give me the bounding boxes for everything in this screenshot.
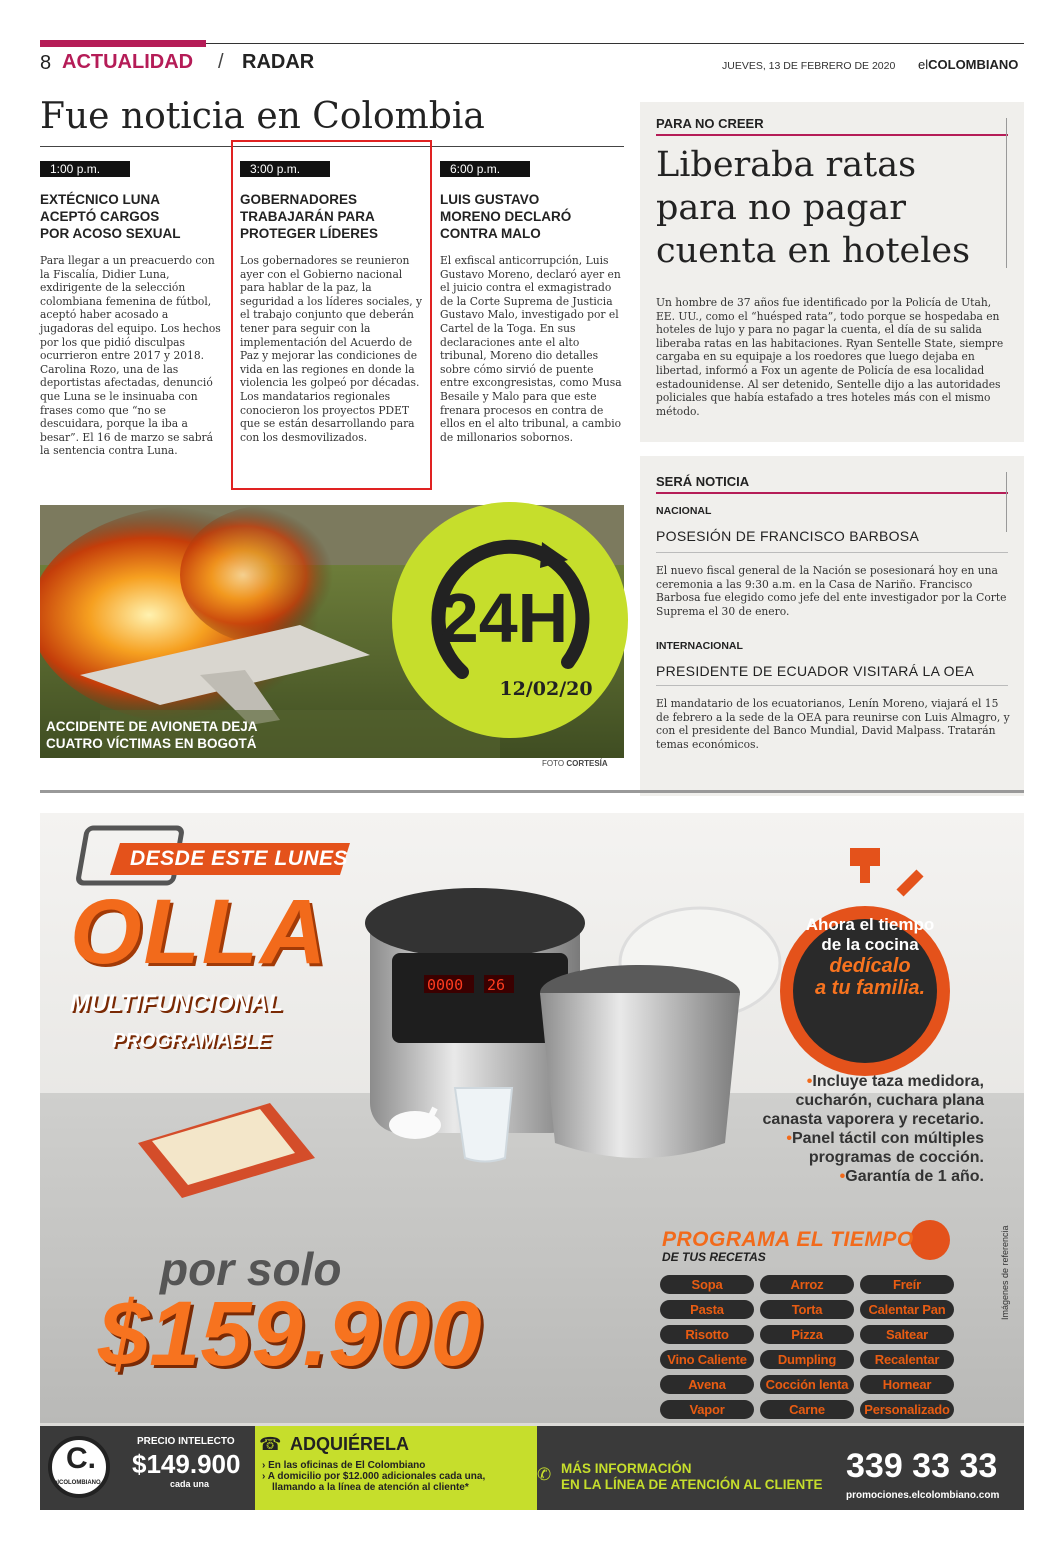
include-line [756, 1091, 984, 1110]
badge-date: 12/02/20 [499, 678, 593, 700]
program-pill: Recalentar [860, 1350, 954, 1369]
story-body: El exfiscal anticorrupción, Luis Gustavo Moreno, declaró ayer en el juicio contra el exmagistrado de la Corte Suprema de Justicia Gustavo Malo, investigado por el Cartel de la Toga. En sus declaraciones ante el alto tribunal, Moreno dio detalles sobre cómo sirvió de puente entre excongresistas, como Musa Besaile y Malo para que este frenara procesos en contra de ellos en el alto tribunal, a cambio de millonarios sobornos. [440, 254, 622, 444]
ad-desde-label: DESDE ESTE LUNES [130, 847, 349, 870]
panel-rule [656, 492, 1008, 494]
story-title-line: EXTÉCNICO LUNA [40, 192, 161, 207]
item-kicker: NACIONAL [656, 505, 712, 517]
story-title [440, 191, 624, 242]
program-pill: Pizza [760, 1325, 854, 1344]
program-pill: Arroz [760, 1275, 854, 1294]
ad-product-name: OLLA [70, 881, 329, 983]
bullet: • [806, 1073, 813, 1090]
credit-prefix: FOTO [542, 759, 565, 768]
program-subtitle: DE TUS RECETAS [662, 1250, 766, 1264]
adquierela-lines [262, 1460, 485, 1493]
timeline-column-3 [440, 158, 624, 444]
phone-icon: ☎ [259, 1434, 282, 1455]
panel-vertical-rule [1006, 472, 1007, 532]
story-title-line: POR ACOSO SEXUAL [40, 226, 181, 241]
time-label: 1:00 p.m. [40, 161, 130, 177]
clock-line: Ahora el tiempo [805, 915, 935, 934]
program-pill: Freír [860, 1275, 954, 1294]
story-title-line: PROTEGER LÍDERES [240, 226, 379, 241]
include-line [756, 1167, 984, 1186]
panel-label: SERÁ NOTICIA [656, 474, 750, 489]
bullet: • [839, 1168, 846, 1185]
section-name: ACTUALIDAD [62, 51, 194, 73]
clock-accent-line: dedícalo [829, 955, 911, 977]
panel-label: PARA NO CREER [656, 116, 764, 131]
info-phone-icon: ✆ [537, 1465, 552, 1485]
program-pill: Pasta [660, 1300, 754, 1319]
24h-clock-icon [392, 502, 628, 738]
story-body: Los gobernadores se reunieron ayer con el Gobierno nacional para hablar de la paz, la seguridad a los líderes sociales, y el trabajo conjunto que deberán tener para seguir con la implementación del Acuerdo de Paz y mejorar las condiciones de vida en las regiones en donde la violencia les golpeó por décadas. Los mandatarios regionales conocieron los proyectos PDET que se están desarrollando para con los desmovilizados. [240, 254, 423, 444]
program-pill: Risotto [660, 1325, 754, 1344]
timeline-column-1 [40, 158, 224, 458]
program-pill: Personalizado [860, 1400, 954, 1419]
story-title-line: LUIS GUSTAVO [440, 192, 540, 207]
include-text: programas de cocción. [808, 1149, 984, 1166]
page-number: 8 [40, 52, 52, 74]
issue-date: JUEVES, 13 DE FEBRERO DE 2020 [722, 60, 896, 72]
ad-product-sub2: PROGRAMABLE [112, 1030, 271, 1052]
item-rule [656, 685, 1008, 686]
story-title-line: ACEPTÓ CARGOS [40, 209, 160, 224]
program-pill: Cocción lenta [760, 1375, 854, 1394]
story-title-line: TRABAJARÁN PARA [240, 209, 375, 224]
program-pill: Vapor [660, 1400, 754, 1419]
program-pill: Saltear [860, 1325, 954, 1344]
info-line: MÁS INFORMACIÓN [561, 1461, 692, 1476]
program-pill: Sopa [660, 1275, 754, 1294]
time-label: 3:00 p.m. [240, 161, 330, 177]
include-line [756, 1072, 984, 1091]
intelecto-label: PRECIO INTELECTO [137, 1436, 235, 1447]
adquierela-title: ADQUIÉRELA [290, 1434, 410, 1454]
bullet: • [786, 1130, 792, 1147]
intelecto-unit: cada una [170, 1479, 210, 1489]
include-text: canasta vaporera y recetario. [762, 1111, 984, 1128]
item-headline: POSESIÓN DE FRANCISCO BARBOSA [656, 528, 920, 544]
item-headline: PRESIDENTE DE ECUADOR VISITARÁ LA OEA [656, 663, 975, 679]
info-line: EN LA LÍNEA DE ATENCIÓN AL CLIENTE [561, 1477, 823, 1492]
program-title: PROGRAMA EL TIEMPO [662, 1228, 914, 1251]
panel-rule [656, 134, 1008, 136]
program-pill: Hornear [860, 1375, 954, 1394]
photo-caption-line: CUATRO VÍCTIMAS EN BOGOTÁ [46, 736, 257, 751]
program-pill: Calentar Pan [860, 1300, 954, 1319]
logo-text: elCOLOMBIANO [54, 1480, 101, 1486]
item-rule [656, 552, 1008, 553]
panel-title-line: Liberaba ratas [656, 145, 917, 185]
header-rule [206, 43, 1024, 44]
panel-title-line: para no pagar [656, 188, 907, 228]
story-title-line: MORENO DECLARÓ [440, 209, 572, 224]
colombiano-logo [48, 1436, 110, 1498]
item-kicker: INTERNACIONAL [656, 640, 743, 652]
ad-product-sub1: MULTIFUNCIONAL [70, 990, 283, 1017]
badge-24h-text: 24H [439, 579, 569, 657]
section-separator: / [218, 51, 224, 73]
panel-body: Un hombre de 37 años fue identificado por la Policía de Utah, EE. UU., como el “huésped rata”, todo porque se hospedaba en hoteles de lujo y para no pagar la cuenta, el día de su salida liberaba ratas en las habitaciones. Ryan Sentelle State, siempre cargaba en su equipaje a los roedores que luego dejaba en libertad, informó a Fox un agente de Policía de esa localidad estadounidense. Al ser detenido, Sentelle dijo a las autoridades policiales que había estafado a tres hoteles más con el mismo método. [656, 296, 1004, 418]
photo-caption [46, 718, 258, 752]
include-text: Garantía de 1 año. [845, 1168, 984, 1185]
logo-letter: C. [66, 1442, 96, 1475]
display-left: 0000 [427, 976, 464, 994]
item-body: El nuevo fiscal general de la Nación se posesionará hoy en una ceremonia a las 9:30 a.m. en la Casa de Nariño. Francisco Barbosa fue elegido como jefe del ente investigador por la Corte Suprema el 30 de enero. [656, 564, 1007, 618]
adq-line: › En las oficinas de El Colombiano [262, 1460, 426, 1471]
photo-credit [542, 759, 608, 768]
include-text: Panel táctil con múltiples [791, 1130, 984, 1147]
header-accent-bar [40, 40, 206, 47]
contact-phone: 339 33 33 [846, 1447, 998, 1485]
include-line [756, 1148, 984, 1167]
subsection-name: RADAR [242, 51, 315, 73]
photo-caption-line: ACCIDENTE DE AVIONETA DEJA [46, 719, 258, 734]
story-title-line: GOBERNADORES [240, 192, 358, 207]
promo-website: promociones.elcolombiano.com [846, 1490, 1000, 1501]
intelecto-price: $149.900 [132, 1449, 241, 1479]
include-text: Incluye taza medidora, [812, 1073, 984, 1090]
info-lines [561, 1461, 823, 1493]
story-title [40, 191, 224, 242]
brand-name: COLOMBIANO [928, 57, 1019, 72]
include-line [756, 1129, 984, 1148]
panel-title-line: cuenta en hoteles [656, 231, 971, 271]
brand-prefix: el [918, 57, 929, 72]
main-heading: Fue noticia en Colombia [40, 96, 485, 137]
include-text: cucharón, cuchara plana [795, 1092, 984, 1109]
ad-clock-text [796, 915, 944, 999]
credit-name: CORTESÍA [566, 759, 608, 768]
panel-title [656, 144, 1006, 273]
brand-logo [918, 57, 1018, 72]
clock-accent-line: a tu familia. [814, 977, 926, 999]
section-separator-rule [40, 790, 1024, 793]
time-label: 6:00 p.m. [440, 161, 530, 177]
program-pill: Avena [660, 1375, 754, 1394]
panel-vertical-rule [1006, 118, 1007, 268]
program-pill: Torta [760, 1300, 854, 1319]
include-line [756, 1110, 984, 1129]
ad-price: $159.900 [98, 1283, 482, 1385]
display-right: 26 [487, 976, 506, 994]
story-body: Para llegar a un preacuerdo con la Fiscalía, Didier Luna, exdirigente de la selección colombiana femenina de fútbol, aceptó haber acosado a jugadoras del equipo. Los hechos por los que pidió disculpas ocurrieron entre 2017 y 2018. Carolina Rozo, una de las deportistas afectadas, denunció que Luna se le insinuaba con frases como que “no se descuidara, porque la iba a besar”. El 16 de marzo se sabrá la sentencia contra Luna. [40, 254, 221, 458]
clock-line: de la cocina [821, 935, 919, 954]
program-pill: Vino Caliente [660, 1350, 754, 1369]
ad-includes-list [756, 1072, 984, 1186]
item-body: El mandatario de los ecuatorianos, Lenín Moreno, viajará el 15 de febrero a la sede de la OEA para reunirse con Luis Almagro, y con el presidente del Banco Mundial, David Malpass. Tratarán temas económicos. [656, 697, 1010, 751]
program-pill: Dumpling [760, 1350, 854, 1369]
highlight-box [231, 140, 432, 490]
24h-badge [392, 502, 628, 738]
ad-por-solo: por solo [160, 1243, 342, 1295]
ad-reference-note: Imágenes de referencia [1000, 1225, 1010, 1320]
adq-line: › A domicilio por $12.000 adicionales cada una, [262, 1471, 486, 1482]
adq-line: llamando a la línea de atención al cliente* [272, 1482, 469, 1493]
program-pill: Carne [760, 1400, 854, 1419]
story-title-line: CONTRA MALO [440, 226, 541, 241]
